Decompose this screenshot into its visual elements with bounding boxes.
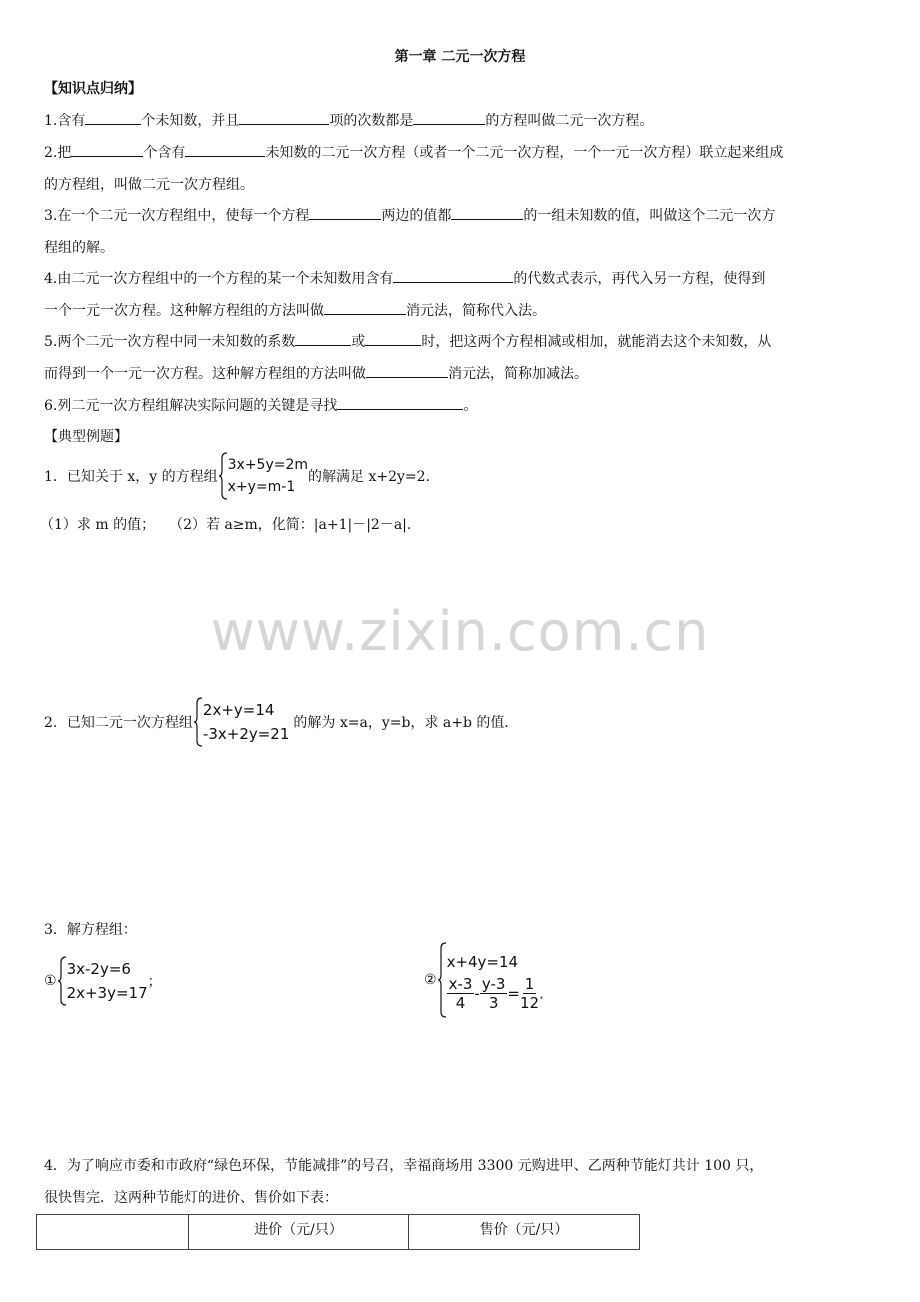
- knowledge-5-cont: 而得到一个一元一次方程。这种解方程组的方法叫做 消元法，简称加减法。: [44, 363, 588, 383]
- left-brace-icon: [193, 697, 203, 747]
- equation-system-2: 2x+y=14 -3x+2y=21: [202, 701, 290, 743]
- question-4-cont: 很快售完．这两种节能灯的进价、售价如下表：: [44, 1190, 338, 1206]
- system-a: ① 3x-2y=6 2x+3y=17 ；: [44, 956, 162, 1006]
- left-brace-icon: [57, 956, 67, 1006]
- table-cell: [37, 1215, 189, 1250]
- page-title: 第一章 二元一次方程: [394, 49, 526, 65]
- knowledge-1: 1.含有 个未知数，并且 项的次数都是 的方程叫做二元一次方程。: [44, 110, 653, 130]
- watermark: www.zixin.com.cn: [210, 600, 710, 663]
- table-header-price: 售价（元/只）: [409, 1215, 640, 1250]
- question-4: 4．为了响应市委和市政府“绿色环保，节能减排”的号召，幸福商场用 3300 元购进甲、乙两种节能灯共计 100 只，: [44, 1158, 764, 1174]
- question-2: 2．已知二元一次方程组 2x+y=14 -3x+2y=21 的解为 x=a，y=b，求 a+b 的值.: [44, 697, 509, 747]
- knowledge-5: 5.两个二元一次方程中同一未知数的系数 或 时，把这两个方程相减或相加，就能消去这个未知数，从: [44, 331, 771, 351]
- left-brace-icon: [218, 452, 228, 500]
- left-brace-icon: [437, 942, 447, 1018]
- question-1-subparts: （1）求 m 的值； （2）若 a≥m，化简：|a+1|－|2－a|.: [40, 517, 412, 533]
- knowledge-6: 6.列二元一次方程组解决实际问题的关键是寻找 。: [44, 395, 477, 415]
- question-1: 1．已知关于 x，y 的方程组 3x+5y=2m x+y=m-1 的解满足 x+2y=2.: [44, 452, 430, 500]
- system-b: ② x+4y=14 $\frac{x-3}{4}$ - $\frac{y-3}{3}$ = $\frac{1}{12}$ .: [424, 942, 544, 1018]
- equation-system-1: 3x+5y=2m x+y=m-1: [227, 457, 309, 495]
- knowledge-2-cont: 的方程组，叫做二元一次方程组。: [44, 177, 254, 193]
- question-3: 3．解方程组：: [44, 922, 137, 938]
- table-row: [37, 1215, 640, 1250]
- section-knowledge: 【知识点归纳】: [44, 81, 142, 97]
- knowledge-2: 2.把 个含有 未知数的二元一次方程（或者一个二元一次方程，一个一元一次方程）联立起来组成: [44, 142, 783, 162]
- knowledge-3-cont: 程组的解。: [44, 240, 114, 256]
- knowledge-4: 4.由二元一次方程组中的一个方程的某一个未知数用含有 的代数式表示，再代入另一方程，使得到: [44, 268, 765, 288]
- knowledge-4-cont: 一个一元一次方程。这种解方程组的方法叫做 消元法，简称代入法。: [44, 300, 546, 320]
- section-examples: 【典型例题】: [44, 429, 128, 445]
- table-header-cost: 进价（元/只）: [189, 1215, 409, 1250]
- price-table: [36, 1214, 640, 1250]
- knowledge-3: 3.在一个二元一次方程组中，使每一个方程 两边的值都 的一组未知数的值，叫做这个二元一次方: [44, 205, 775, 225]
